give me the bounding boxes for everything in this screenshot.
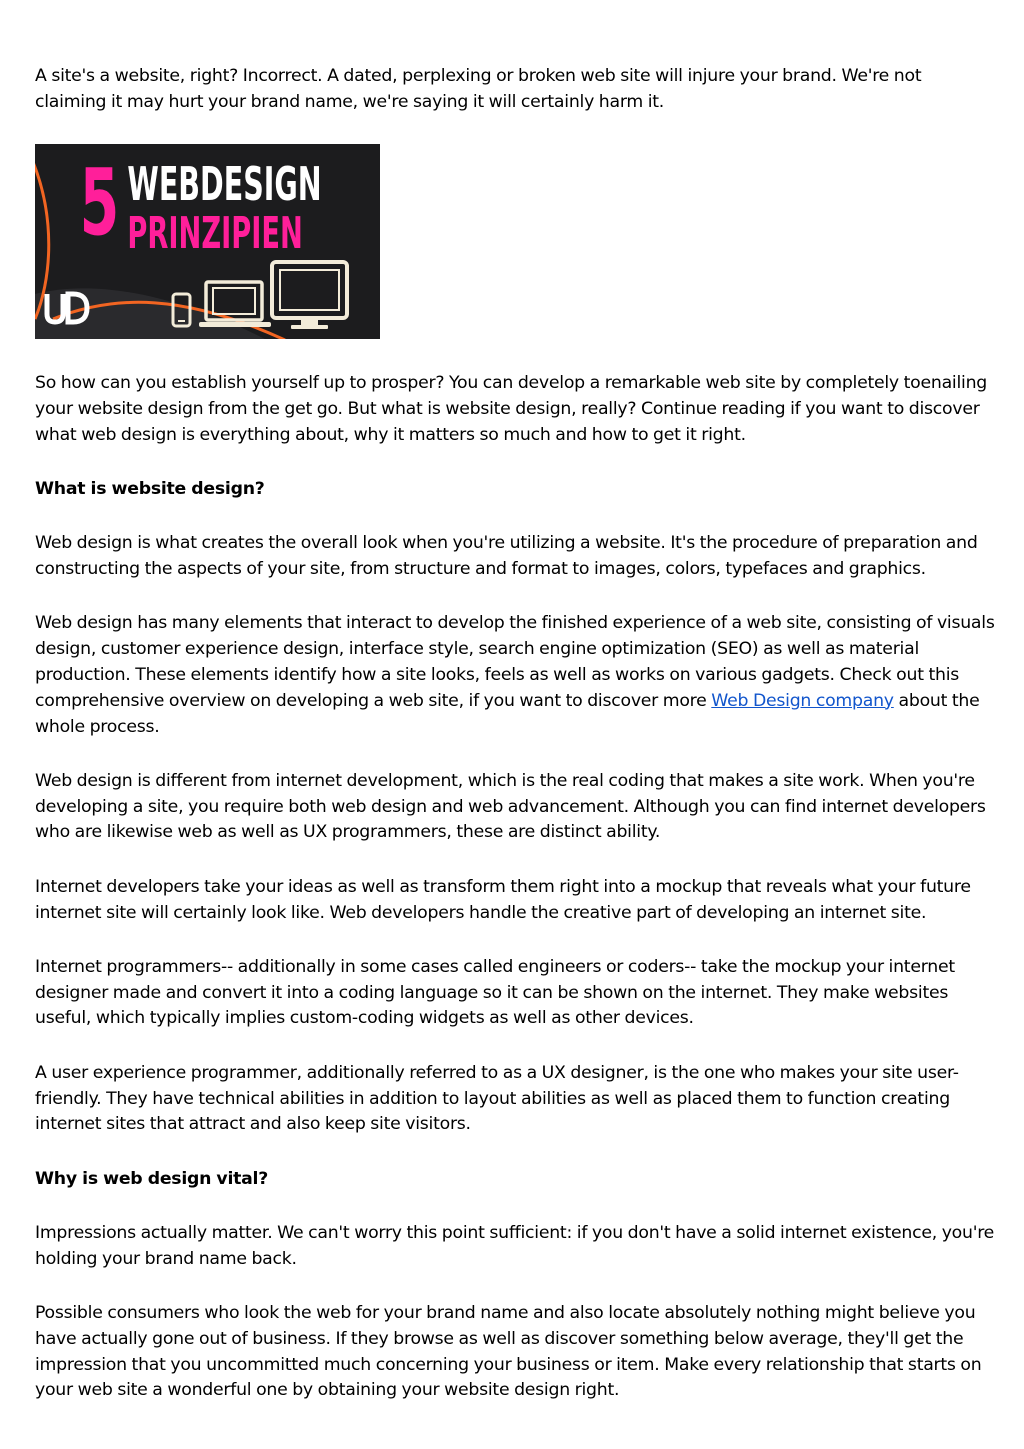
paragraph-9: Possible consumers who look the web for your brand name and also locate absolutely nothing might believe you have actually gone out of business. If they browse as well as discover something below average, they'll get the impression that you uncommitted much concerning your business or item. Make every relationship that starts on your web site a wonderful one by obtaining your website design right.	[35, 1303, 982, 1401]
paragraph-7: A user experience programmer, additionally referred to as a UX designer, is the one who makes your site user-friendly. They have technical abilities in addition to layout abilities as well as placed them to function creating internet sites that attract and also keep site visitors.	[35, 1062, 959, 1135]
heading-what-is-website-design: What is website design?	[35, 478, 265, 499]
paragraph-3-before: Web design has many elements that interact to develop the finished experience of a web site, consisting of visuals design, customer experience design, interface style, search engine optimization (SEO) as well as material production. These elements identify how a site looks, feels as well as works on various gadgets. Check out this comprehensive overview on developing a web site, if you want to discover more	[35, 613, 995, 711]
paragraph-4: Web design is different from internet development, which is the real coding that makes a site work. When you're developing a site, you require both web design and web advancement. Although you can find internet developers who are likewise web as well as UX programmers, these are distinct ability.	[35, 770, 986, 843]
paragraph-3-after: about the whole process.	[35, 690, 980, 737]
paragraph-1: So how can you establish yourself up to prosper? You can develop a remarkable web site by completely toenailing your website design from the get go. But what is website design, really? Continue reading if you want to discover what web design is everything about, why it matters so much and how to get it right.	[35, 373, 988, 445]
intro-paragraph: A site's a website, right? Incorrect. A dated, perplexing or broken web site will injure your brand. We're not claiming it may hurt your brand name, we're saying it will certainly harm it.	[35, 66, 922, 112]
paragraph-8: Impressions actually matter. We can't worry this point sufficient: if you don't have a solid internet existence, you're holding your brand name back.	[35, 1222, 995, 1269]
paragraph-3	[35, 611, 995, 740]
banner-number: 5	[79, 149, 120, 257]
banner-title-line1: WEBDESIGN	[127, 158, 322, 213]
heading-why-is-web-design-vital: Why is web design vital?	[35, 1168, 268, 1189]
article	[35, 64, 995, 1433]
paragraph-5: Internet developers take your ideas as well as transform them right into a mockup that reveals what your future internet site will certainly look like. Web developers handle the creative part of developing an internet site.	[35, 876, 971, 923]
web-design-company-link[interactable]: Web Design company	[711, 690, 894, 711]
paragraph-6: Internet programmers-- additionally in some cases called engineers or coders-- take the mockup your internet designer made and convert it into a coding language so it can be shown on the internet. They make websites useful, which typically implies custom-coding widgets as well as other devices.	[35, 956, 955, 1029]
webdesign-banner-image	[35, 144, 380, 339]
banner-title-line2: PRINZIPIEN	[127, 207, 303, 259]
paragraph-2: Web design is what creates the overall look when you're utilizing a website. It's the procedure of preparation and constructing the aspects of your site, from structure and format to images, colors, typefaces and graphics.	[35, 533, 978, 580]
